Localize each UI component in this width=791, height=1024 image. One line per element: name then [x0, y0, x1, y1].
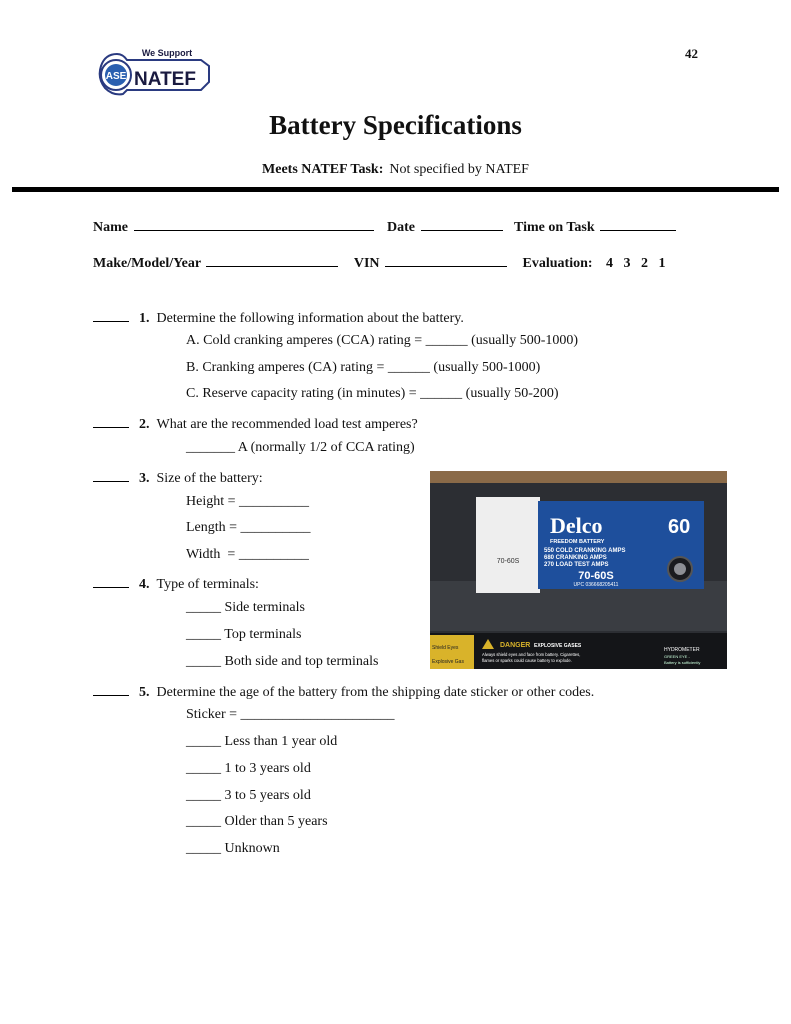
side-terminals-option[interactable]: _____ Side terminals [186, 600, 305, 615]
name-date-row [93, 216, 676, 236]
logo-top-text: We Support [141, 48, 193, 58]
question-3-text: Size of the battery: [156, 471, 263, 486]
make-model-year-field[interactable] [206, 252, 338, 267]
question-3 [93, 467, 263, 487]
make-vin-row [93, 252, 666, 272]
age-older-than-5-option[interactable]: _____ Older than 5 years [186, 814, 328, 829]
photo-spec-line-3: 270 LOAD TEST AMPS [544, 562, 609, 568]
photo-sticker-code: 70-60S [496, 558, 520, 565]
question-1-item-b[interactable]: B. Cranking amperes (CA) rating = ______ (usually 500-1000) [186, 360, 541, 375]
logo-badge-text: ASE [105, 71, 127, 82]
date-label: Date [387, 220, 415, 235]
date-field[interactable] [421, 216, 503, 231]
top-terminals-option[interactable]: _____ Top terminals [186, 627, 302, 642]
name-label: Name [93, 220, 128, 235]
question-2-check-blank[interactable] [93, 413, 129, 428]
age-less-than-1-option[interactable]: _____ Less than 1 year old [186, 734, 338, 749]
battery-photo [430, 471, 727, 669]
task-label: Meets NATEF Task: [262, 162, 384, 177]
ase-natef-key-logo-icon [97, 44, 211, 102]
page-title: Battery Specifications [269, 110, 522, 140]
evaluation-scores[interactable]: 4 3 2 1 [606, 256, 666, 271]
photo-warning-text-1: Always shield eyes and face from battery. Cigarettes, [482, 652, 581, 657]
time-on-task-label: Time on Task [514, 220, 595, 235]
header-divider [12, 187, 779, 192]
question-2-item[interactable]: _______ A (normally 1/2 of CCA rating) [186, 440, 415, 455]
question-1-number: 1. [139, 311, 150, 326]
photo-part-number: 70-60S [578, 570, 614, 582]
photo-side-text-2: Explosive Gas [432, 659, 464, 665]
name-field[interactable] [134, 216, 374, 231]
age-1-to-3-option[interactable]: _____ 1 to 3 years old [186, 761, 311, 776]
photo-subtitle: FREEDOM BATTERY [550, 539, 605, 545]
question-4-check-blank[interactable] [93, 573, 129, 588]
photo-warning-subtitle: EXPLOSIVE GASES [534, 643, 582, 649]
height-field[interactable]: Height = __________ [186, 494, 309, 509]
photo-side-text-1: Shield Eyes [432, 645, 459, 651]
sticker-field[interactable]: Sticker = ______________________ [186, 707, 395, 722]
photo-hydrometer-label: HYDROMETER [664, 647, 700, 653]
question-5 [93, 681, 594, 701]
photo-spec-line-1: 550 COLD CRANKING AMPS [544, 548, 626, 554]
question-4 [93, 573, 259, 593]
photo-hydrometer-text-1: GREEN EYE - [664, 654, 690, 659]
age-3-to-5-option[interactable]: _____ 3 to 5 years old [186, 788, 311, 803]
task-value: Not specified by NATEF [389, 162, 529, 177]
vin-field[interactable] [385, 252, 507, 267]
photo-brand: Delco [550, 513, 603, 538]
length-field[interactable]: Length = __________ [186, 520, 311, 535]
question-3-check-blank[interactable] [93, 467, 129, 482]
logo-main-text: NATEF [134, 69, 196, 90]
question-1-text: Determine the following information about the battery. [156, 311, 464, 326]
width-field[interactable]: Width = __________ [186, 547, 309, 562]
question-4-number: 4. [139, 577, 150, 592]
photo-model-number: 60 [668, 516, 691, 538]
delco-battery-photo-icon [430, 471, 727, 669]
photo-warning-title: DANGER [500, 642, 531, 649]
time-on-task-field[interactable] [600, 216, 676, 231]
evaluation-label: Evaluation: [522, 256, 593, 271]
vin-label: VIN [353, 256, 380, 271]
natef-logo [97, 44, 211, 102]
photo-hydrometer-text-2: Battery is sufficiently [664, 660, 701, 665]
photo-warning-text-2: flames or sparks could cause battery to explode. [482, 658, 572, 663]
question-1-item-a[interactable]: A. Cold cranking amperes (CCA) rating = ______ (usually 500-1000) [186, 333, 579, 348]
question-2 [93, 413, 418, 433]
age-unknown-option[interactable]: _____ Unknown [186, 841, 280, 856]
question-1-item-c[interactable]: C. Reserve capacity rating (in minutes) = ______ (usually 50-200) [186, 386, 559, 401]
question-1-check-blank[interactable] [93, 307, 129, 322]
question-5-number: 5. [139, 685, 150, 700]
question-1 [93, 307, 464, 327]
page-number: 42 [685, 46, 698, 61]
question-5-check-blank[interactable] [93, 681, 129, 696]
question-2-number: 2. [139, 417, 150, 432]
question-2-text: What are the recommended load test amperes? [156, 417, 418, 432]
both-terminals-option[interactable]: _____ Both side and top terminals [186, 654, 379, 669]
question-3-number: 3. [139, 471, 150, 486]
make-model-year-label: Make/Model/Year [93, 256, 201, 271]
photo-upc: UPC 036668205411 [573, 582, 619, 588]
question-4-text: Type of terminals: [156, 577, 259, 592]
natef-task-line [0, 162, 791, 178]
photo-spec-line-2: 680 CRANKING AMPS [544, 555, 607, 561]
question-5-text: Determine the age of the battery from the shipping date sticker or other codes. [156, 685, 595, 700]
